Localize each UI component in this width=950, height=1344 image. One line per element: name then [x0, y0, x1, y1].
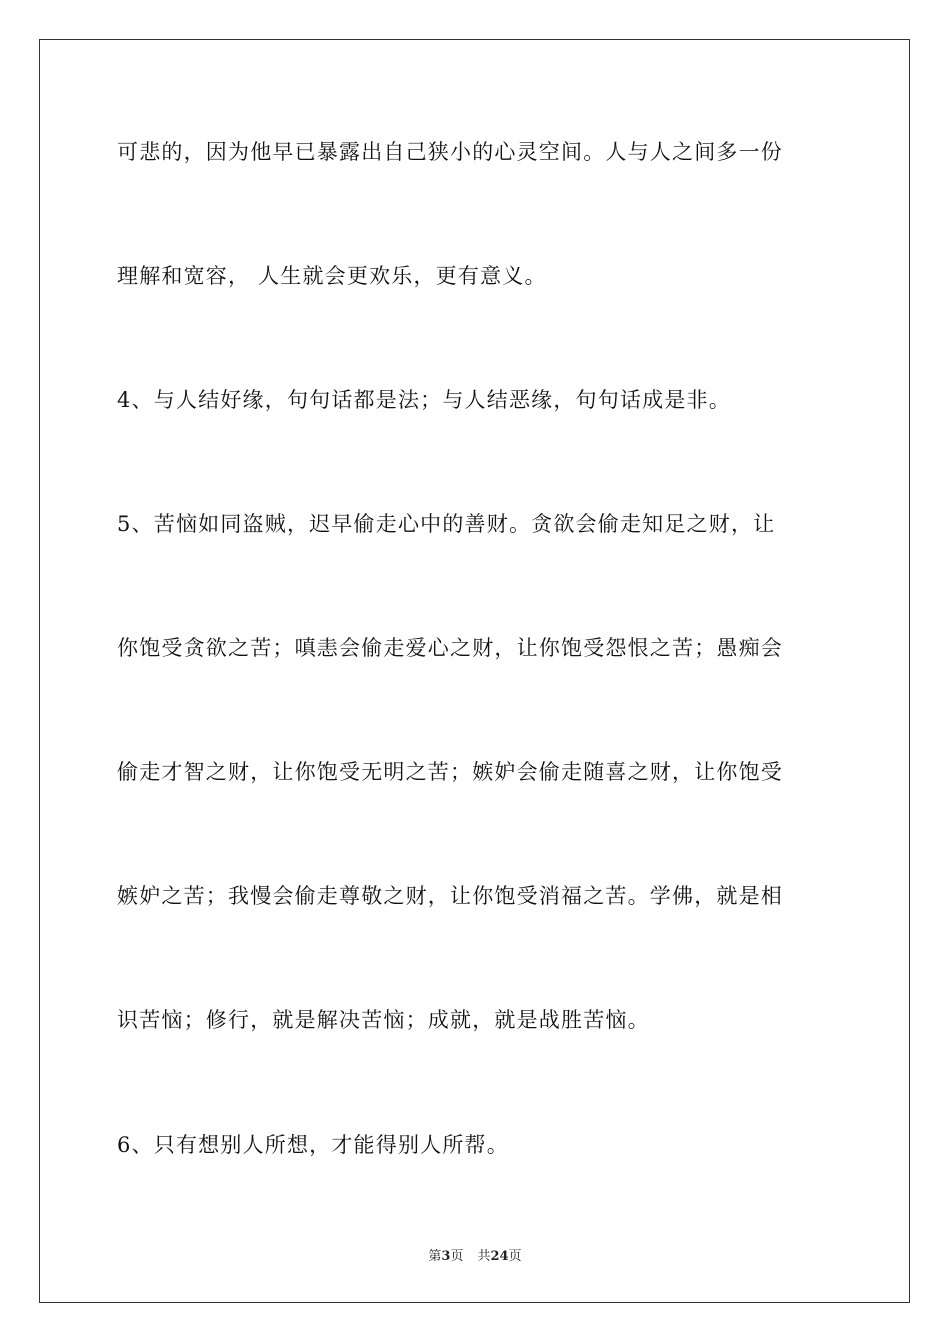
text-line: 5、苦恼如同盗贼，迟早偷走心中的善财。贪欲会偷走知足之财，让: [117, 512, 776, 536]
page-border: [39, 39, 910, 1303]
page-footer: [0, 1248, 950, 1266]
total-pages: 24: [490, 1249, 509, 1264]
text-line: 4、与人结好缘，句句话都是法；与人结恶缘，句句话成是非。: [117, 388, 731, 412]
text-line: 你饱受贪欲之苦；嗔恚会偷走爱心之财，让你饱受怨恨之苦；愚痴会: [117, 636, 783, 660]
page-prefix: 第: [428, 1249, 442, 1264]
text-line: 识苦恼；修行，就是解决苦恼；成就，就是战胜苦恼。: [117, 1008, 650, 1032]
total-suffix: 页: [508, 1249, 522, 1264]
text-line: 6、只有想别人所想，才能得别人所帮。: [117, 1133, 509, 1157]
text-line: 嫉妒之苦；我慢会偷走尊敬之财，让你饱受消福之苦。学佛，就是相: [117, 884, 783, 908]
page-suffix: 页: [450, 1249, 464, 1264]
text-line: 可悲的，因为他早已暴露出自己狭小的心灵空间。人与人之间多一份: [117, 140, 783, 164]
text-line: 偷走才智之财，让你饱受无明之苦；嫉妒会偷走随喜之财，让你饱受: [117, 760, 783, 784]
page-number: 3: [441, 1249, 451, 1264]
total-prefix: 共: [477, 1249, 491, 1264]
text-line: 理解和宽容， 人生就会更欢乐，更有意义。: [117, 264, 547, 288]
